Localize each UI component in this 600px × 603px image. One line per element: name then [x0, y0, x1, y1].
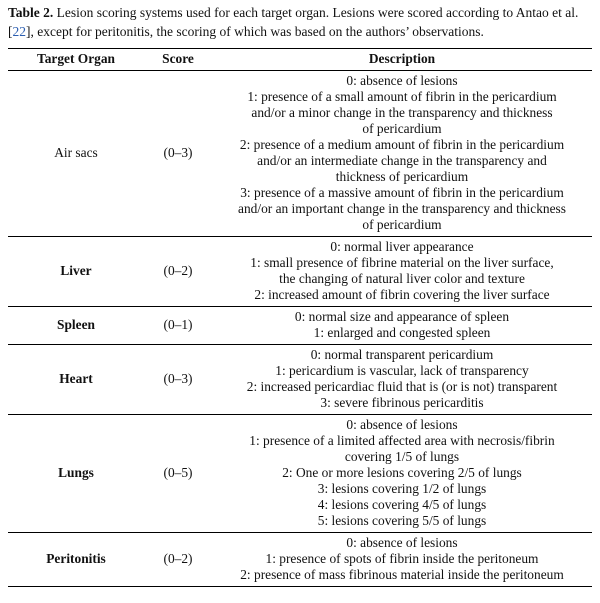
- description-line: 1: enlarged and congested spleen: [313, 325, 491, 340]
- caption-text-start: Lesion scoring systems used for each target organ. Lesions were scored according to Antao et al. [: [8, 5, 579, 39]
- description-line: 0: normal size and appearance of spleen: [294, 309, 510, 324]
- description-line: 0: absence of lesions: [346, 535, 458, 550]
- score-cell: (0–1): [144, 307, 212, 345]
- score-cell: (0–5): [144, 415, 212, 533]
- table-body: [8, 71, 592, 587]
- caption-label: Table 2.: [8, 5, 54, 20]
- header-description: Description: [212, 49, 592, 71]
- description-line: of pericardium: [362, 121, 442, 136]
- score-cell: (0–3): [144, 71, 212, 237]
- description-line: 0: absence of lesions: [346, 73, 458, 88]
- description-line: thickness of pericardium: [335, 169, 469, 184]
- description-line: and/or an important change in the transparency and thickness: [238, 201, 566, 216]
- description-line: 3: presence of a massive amount of fibrin in the pericardium: [240, 185, 564, 200]
- header-score: Score: [144, 49, 212, 71]
- header-target-organ: Target Organ: [8, 49, 144, 71]
- table-row: [8, 533, 592, 587]
- description-line: 1: small presence of fibrine material on the liver surface,: [250, 255, 554, 270]
- description-line: 3: severe fibrinous pericarditis: [320, 395, 484, 410]
- description-line: 0: normal liver appearance: [330, 239, 474, 254]
- organ-cell: Spleen: [8, 307, 144, 345]
- description-line: 1: presence of a limited affected area with necrosis/fibrin: [249, 433, 555, 448]
- description-cell: [212, 237, 592, 307]
- organ-cell: Lungs: [8, 415, 144, 533]
- description-line: of pericardium: [362, 217, 442, 232]
- organ-cell: Liver: [8, 237, 144, 307]
- description-line: 1: pericardium is vascular, lack of transparency: [275, 363, 529, 378]
- description-line: the changing of natural liver color and texture: [279, 271, 525, 286]
- description-line: 0: normal transparent pericardium: [310, 347, 494, 362]
- description-cell: [212, 345, 592, 415]
- score-cell: (0–2): [144, 237, 212, 307]
- description-cell: [212, 71, 592, 237]
- table-row: [8, 345, 592, 415]
- citation-link[interactable]: 22: [12, 24, 26, 39]
- description-line: 0: absence of lesions: [346, 417, 458, 432]
- description-line: and/or an intermediate change in the transparency and: [257, 153, 547, 168]
- organ-cell: Air sacs: [8, 71, 144, 237]
- organ-cell: Heart: [8, 345, 144, 415]
- description-line: and/or a minor change in the transparency and thickness: [251, 105, 553, 120]
- description-line: 2: presence of mass fibrinous material inside the peritoneum: [240, 567, 564, 582]
- description-line: 2: One or more lesions covering 2/5 of lungs: [282, 465, 522, 480]
- description-line: 5: lesions covering 5/5 of lungs: [317, 513, 487, 528]
- lesion-scoring-table: [8, 48, 592, 587]
- description-cell: [212, 307, 592, 345]
- description-line: 1: presence of spots of fibrin inside the peritoneum: [265, 551, 539, 566]
- description-line: 1: presence of a small amount of fibrin in the pericardium: [247, 89, 557, 104]
- table-row: [8, 237, 592, 307]
- table-row: [8, 71, 592, 237]
- description-cell: [212, 533, 592, 587]
- description-line: 3: lesions covering 1/2 of lungs: [317, 481, 487, 496]
- score-cell: (0–3): [144, 345, 212, 415]
- description-cell: [212, 415, 592, 533]
- header-row: [8, 49, 592, 71]
- table-row: [8, 307, 592, 345]
- table-row: [8, 415, 592, 533]
- caption-text-end: ], except for peritonitis, the scoring of which was based on the authors’ observations.: [26, 24, 484, 39]
- description-line: 2: presence of a medium amount of fibrin in the pericardium: [239, 137, 565, 152]
- table-caption: [8, 3, 592, 41]
- description-line: covering 1/5 of lungs: [344, 449, 460, 464]
- organ-cell: Peritonitis: [8, 533, 144, 587]
- description-line: 2: increased pericardiac fluid that is (or is not) transparent: [246, 379, 558, 394]
- description-line: 2: increased amount of fibrin covering the liver surface: [254, 287, 550, 302]
- score-cell: (0–2): [144, 533, 212, 587]
- description-line: 4: lesions covering 4/5 of lungs: [317, 497, 487, 512]
